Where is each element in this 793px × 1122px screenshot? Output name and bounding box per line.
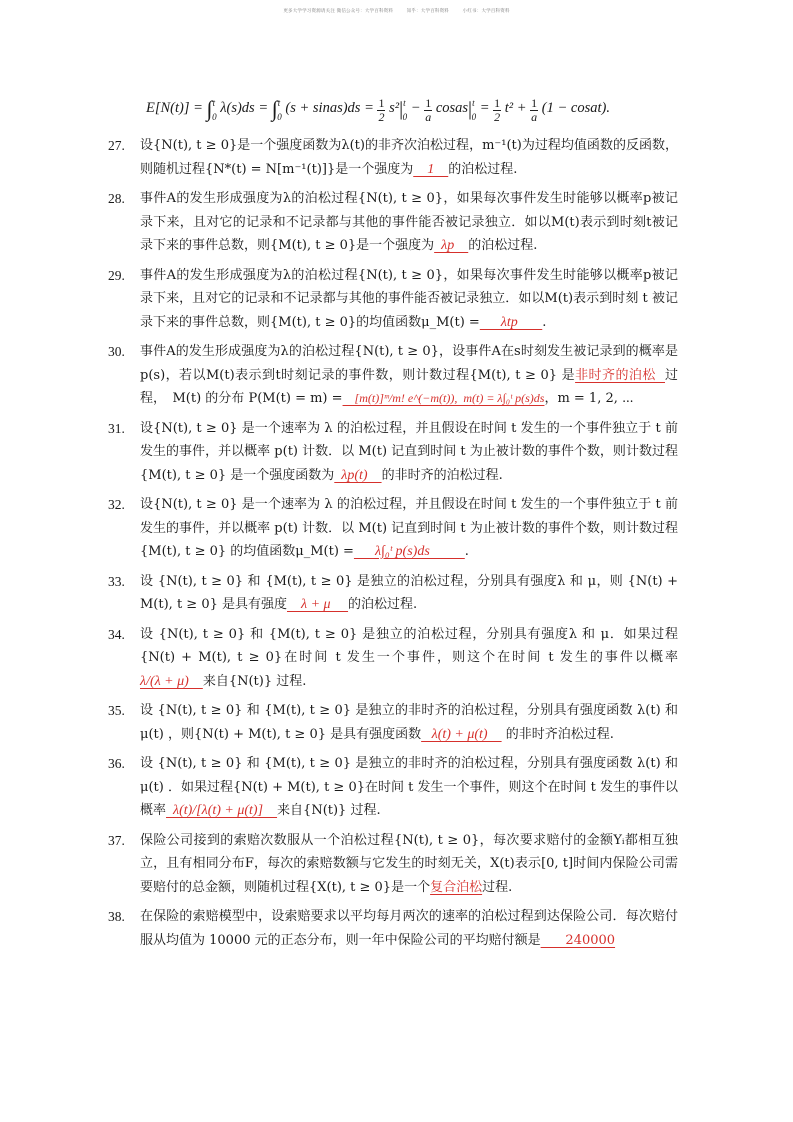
answer-blank: λ(t) + μ(t)	[421, 726, 502, 742]
answer-blank: λtp	[479, 314, 543, 330]
frac-half: $\frac{1}{2}$	[378, 96, 385, 124]
question-text: 在保险的索赔模型中，设索赔要求以平均每月两次的速率的泊松过程到达保险公司．每次赔付服从均值为 10000 元的正态分布，则一年中保险公司的平均赔付额是	[140, 909, 678, 948]
frac-one-over-a: $\frac{1}{a}$	[425, 96, 432, 124]
page-header	[0, 8, 793, 14]
expectation-formula: E[N(t)] = ∫$^t_0$ λ(s)ds = ∫$^t_0$ (s + sinas)ds = $\frac{1}{2}$ $s^2|^t_0$ − $\frac{1}{a}$ $cosas|^t_0$ = $\frac{1}{2}$ t² + $\frac{1}{a}$ (1 − cosat).	[146, 96, 610, 124]
question-text-mid: 过程， M(t) 的分布 P(M(t) = m) =	[140, 367, 679, 406]
answer-blank: λp	[434, 238, 469, 253]
formula-int2: (s + sinas)ds =	[285, 100, 378, 116]
question-number: 35.	[108, 703, 125, 718]
question-35	[108, 699, 678, 746]
integral-sign: ∫	[206, 96, 213, 121]
question-text: 保险公司接到的索赔次数服从一个泊松过程{N(t), t ≥ 0}，每次要求赔付的金额Yᵢ都相互独立，且有相同分布F，每次的索赔数额与它发生的时刻无关，X(t)表示[0, t]时间内保险公司需要赔付的总金额，则随机过程{X(t), t ≥ 0}是一个	[140, 832, 678, 895]
question-34	[108, 623, 678, 694]
answer-blank: λp(t)	[334, 467, 382, 483]
integral-upper-2: t	[277, 98, 281, 108]
question-list	[108, 134, 678, 958]
question-31	[108, 417, 678, 488]
question-text: 事件A的发生形成强度为λ的泊松过程{N(t), t ≥ 0}，如果每次事件发生时能够以概率p被记录下来，且对它的记录和不记录都与其他的事件能否被记录独立．如以M(t)表示到时刻 t 被记录下来的事件总数，则{M(t), t ≥ 0}的均值函数μ_M(t) =	[140, 267, 678, 330]
question-number: 32.	[108, 497, 125, 512]
question-number: 30.	[108, 344, 125, 359]
answer-blank: λ∫₀ᵗ p(s)ds	[353, 544, 465, 559]
question-number: 29.	[108, 267, 125, 283]
answer-blank: λ + μ	[287, 597, 349, 612]
integral-lower-2: 0	[277, 112, 282, 122]
question-text-end: 的泊松过程.	[348, 597, 418, 612]
question-number: 37.	[108, 832, 125, 848]
question-text-end: 的非时齐泊松过程.	[501, 726, 614, 742]
answer-blank: λ/(λ + μ)	[140, 673, 203, 689]
question-text: 设 {N(t), t ≥ 0} 和 {M(t), t ≥ 0} 是独立的泊松过程，分别具有强度λ 和 μ，则 {N(t) + M(t), t ≥ 0} 是具有强度	[140, 573, 678, 612]
frac-one-over-a-2: $\frac{1}{a}$	[531, 96, 538, 124]
answer-blank-2: [m(t)]ᵐ/m! e^(−m(t)), m(t) = λ∫₀ᵗ p(s)ds	[342, 391, 545, 405]
question-text: 事件A的发生形成强度为λ的泊松过程{N(t), t ≥ 0}，如果每次事件发生时能够以概率p被记录下来，且对它的记录和不记录都与其他的事件能否被记录独立．如以M(t)表示到时刻t被记录下来的事件总数，则{M(t), t ≥ 0}是一个强度为	[140, 191, 678, 253]
answer-blank: 非时齐的泊松	[575, 367, 665, 383]
question-text: 设{N(t), t ≥ 0}是一个强度函数为λ(t)的非齐次泊松过程，m⁻¹(t)为过程均值函数的反函数，则随机过程{N*(t) = N[m⁻¹(t)]}是一个强度为	[140, 138, 678, 177]
question-number: 31.	[108, 420, 125, 436]
question-37	[108, 829, 678, 900]
answer-blank: λ(t)/[λ(t) + μ(t)]	[166, 803, 278, 818]
formula-tail: (1 − cosat).	[541, 100, 610, 116]
question-number: 33.	[108, 573, 125, 589]
question-text-end: 来自{N(t)} 过程.	[277, 803, 381, 818]
answer-blank: 240000	[540, 932, 616, 948]
header-wechat: 更多大学学习资源请关注 微信公众号：大学百科资料	[283, 9, 394, 14]
integral-sign-2: ∫	[271, 96, 278, 121]
question-text-end: 过程.	[482, 879, 513, 895]
formula-lhs: E[N(t)] =	[146, 100, 207, 116]
question-text: 设 {N(t), t ≥ 0} 和 {M(t), t ≥ 0} 是独立的非时齐的泊松过程，分别具有强度函数 λ(t) 和 μ(t) ．如果过程{N(t) + M(t), t ≥ 0}在时间 t 发生一个事件，则这个在时间 t 发生的事件以概率	[140, 756, 678, 818]
question-28	[108, 187, 678, 258]
integral-upper: t	[212, 98, 216, 108]
question-text: 设 {N(t), t ≥ 0} 和 {M(t), t ≥ 0} 是独立的非时齐的泊松过程，分别具有强度函数 λ(t) 和 μ(t) ，则{N(t) + M(t), t ≥ 0} 是具有强度函数	[140, 703, 678, 742]
question-text-end: 的非时齐的泊松过程.	[381, 467, 503, 483]
question-27	[108, 134, 678, 181]
question-33	[108, 570, 678, 617]
question-text: 设{N(t), t ≥ 0} 是一个速率为 λ 的泊松过程，并且假设在时间 t 发生的一个事件独立于 t 前发生的事件，并以概率 p(t) 计数．以 M(t) 记直到时间 t 为止被计数的事件个数，则计数过程{M(t), t ≥ 0} 的均值函数μ_M(t) =	[140, 497, 678, 559]
question-number: 34.	[108, 626, 125, 642]
answer-blank: 1	[413, 161, 449, 177]
question-number: 28.	[108, 191, 125, 206]
integral-lower: 0	[212, 112, 217, 122]
question-text-end: .	[542, 314, 547, 330]
question-38	[108, 905, 678, 952]
header-zhihu: 知乎：大学百科资料	[406, 9, 450, 14]
question-text: 事件A的发生形成强度为λ的泊松过程{N(t), t ≥ 0}，设事件A在s时刻发生被记录到的概率是p(s)，若以M(t)表示到t时刻记录的事件数，则计数过程{M(t), t ≥ 0} 是	[140, 344, 678, 383]
formula-t2: t² +	[504, 100, 531, 116]
question-36	[108, 752, 678, 823]
question-number: 38.	[108, 909, 125, 924]
question-29	[108, 264, 678, 335]
question-32	[108, 493, 678, 564]
formula-cos: cosas	[435, 100, 469, 116]
header-xiaohongshu: 小红书：大学百科资料	[462, 9, 510, 14]
question-text-end: .	[464, 544, 469, 559]
question-text-end: 来自{N(t)} 过程.	[202, 673, 307, 689]
question-number: 27.	[108, 138, 125, 153]
question-text: 设 {N(t), t ≥ 0} 和 {M(t), t ≥ 0} 是独立的泊松过程，分别具有强度λ 和 μ．如果过程 {N(t) + M(t), t ≥ 0}在时间 t 发生一个事件，则这个在时间 t 发生的事件以概率	[140, 626, 678, 665]
answer-blank: 复合泊松	[430, 879, 483, 895]
question-text-end: 的泊松过程.	[468, 238, 538, 253]
question-text: 设{N(t), t ≥ 0} 是一个速率为 λ 的泊松过程，并且假设在时间 t 发生的一个事件独立于 t 前发生的事件，并以概率 p(t) 计数．以 M(t) 记直到时间 t 为止被计数的事件个数，则计数过程{M(t), t ≥ 0} 是一个强度函数为	[140, 420, 678, 483]
question-30	[108, 340, 678, 411]
question-number: 36.	[108, 756, 125, 771]
formula-int1: λ(s)ds =	[220, 100, 272, 116]
frac-half-2: $\frac{1}{2}$	[494, 96, 501, 124]
formula-s2: s²	[389, 100, 400, 116]
question-text-end: ，m = 1, 2, ⋯	[544, 391, 634, 406]
question-text-end: 的泊松过程.	[448, 161, 518, 177]
